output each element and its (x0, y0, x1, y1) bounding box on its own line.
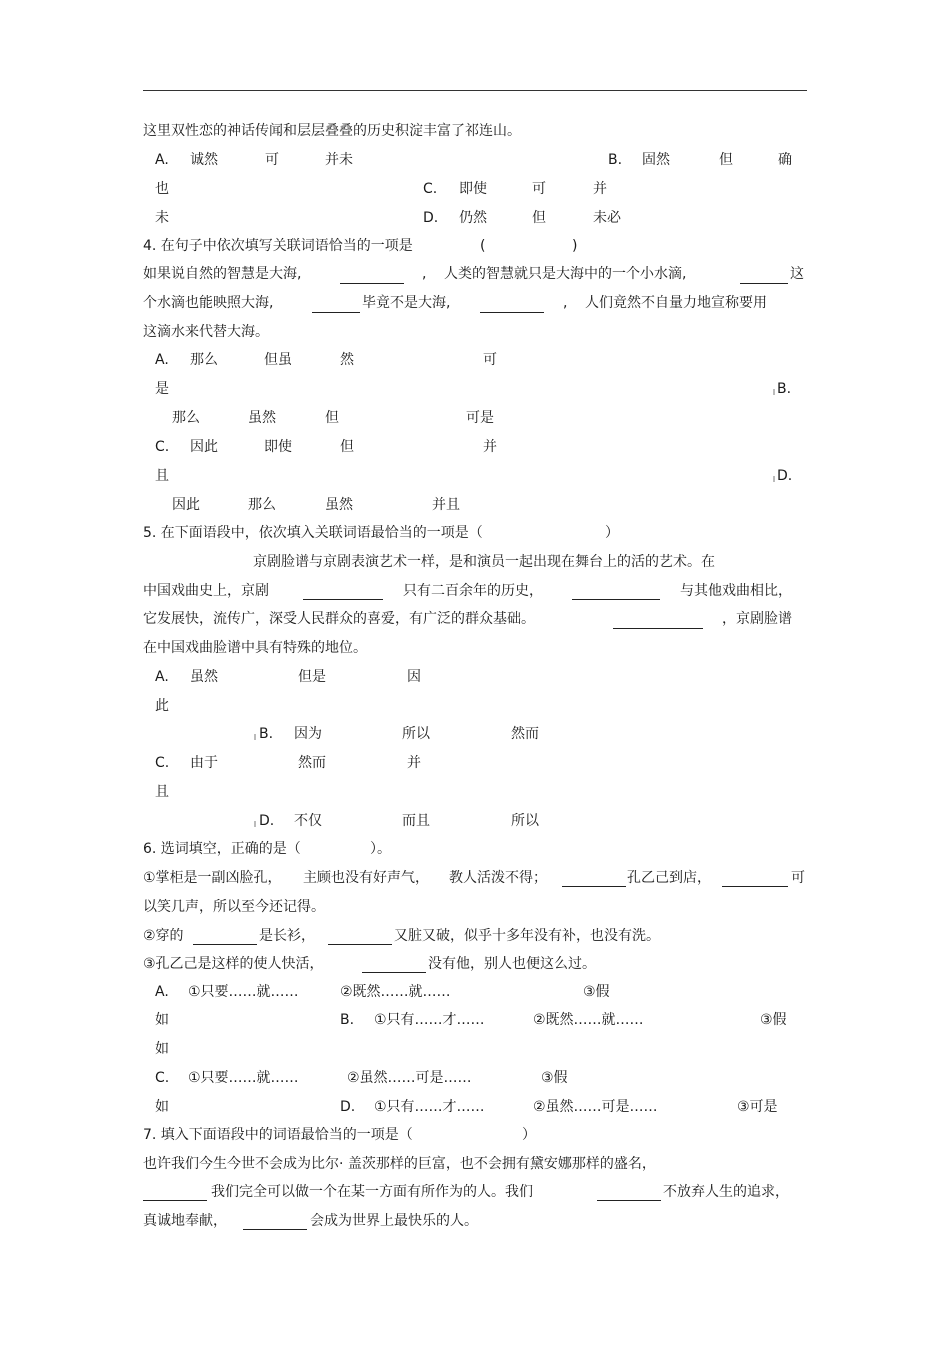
q5-text: 它发展快，流传广，深受人民群众的喜爱，有广泛的群众基础。 (143, 611, 535, 627)
q5-option-a-word: 虽然 (190, 669, 218, 685)
q4-text: 如果说自然的智慧是大海, (143, 266, 302, 282)
q6-text: 主顾也没有好声气， (303, 870, 429, 886)
q4-option-c-label: C. (155, 439, 170, 455)
q5-blank-3[interactable] (613, 628, 703, 629)
q5-text: 中国戏曲史上，京剧 (143, 583, 269, 599)
q5-option-c-word: 然而 (298, 755, 326, 771)
q7-title: 7. 填入下面语段中的词语最恰当的一项是（ (143, 1127, 413, 1143)
prev-option-b-word: 但 (719, 152, 733, 168)
q6-blank-1[interactable] (562, 886, 626, 887)
q5-option-a-label: A. (155, 669, 169, 685)
q6-option-a-label: A. (155, 984, 169, 1000)
prev-option-a-label: A. (155, 152, 169, 168)
q4-option-d-word: 因此 (172, 497, 200, 513)
q6-option-b-word: ③假 (760, 1012, 787, 1028)
prev-option-a-word: 并未 (325, 152, 353, 168)
q5-title: 5. 在下面语段中，依次填入关联词语最恰当的一项是（ (143, 525, 483, 541)
prev-option-d-word: 未必 (593, 210, 621, 226)
q4-option-a-word: 那么 (190, 352, 218, 368)
q4-option-d-label: D. (777, 468, 793, 484)
q4-option-a-word: 但虽 (264, 352, 292, 368)
q4-text: , (422, 266, 427, 282)
q4-option-d-word: 并且 (432, 497, 460, 513)
q4-option-b-word: 可是 (466, 410, 494, 426)
q7-paren-close: ） (522, 1127, 536, 1143)
q4-blank-3[interactable] (312, 312, 360, 313)
q7-blank-3[interactable] (243, 1229, 307, 1230)
q6-paren-close: ）。 (370, 841, 391, 857)
q6-text: ③孔乙己是这样的使人快活， (143, 956, 324, 972)
q5-option-b-label: B. (259, 726, 274, 742)
q5-blank-2[interactable] (572, 599, 660, 600)
q6-blank-2[interactable] (722, 886, 788, 887)
q7-blank-1[interactable] (143, 1200, 207, 1201)
q6-text: 又脏又破，似乎十多年没有补，也没有洗。 (394, 928, 660, 944)
q4-text: 个水滴也能映照大海, (143, 295, 274, 311)
q4-option-c-word: 即使 (264, 439, 292, 455)
q5-option-c-word: 并 (407, 755, 421, 771)
prev-option-a-word: 诚然 (190, 152, 218, 168)
q5-blank-1[interactable] (303, 599, 383, 600)
q6-option-b-word: ②既然……就…… (533, 1012, 644, 1028)
prev-option-c-word-cont: 未 (155, 210, 169, 226)
q5-text: 京剧脸谱与京剧表演艺术一样，是和演员一起出现在舞台上的活的艺术。在 (253, 554, 715, 570)
q5-text: 只有二百余年的历史， (403, 583, 543, 599)
q4-option-d-word: 那么 (248, 497, 276, 513)
q6-option-c-word-cont: 如 (155, 1099, 169, 1115)
q4-option-b-word: 那么 (172, 410, 200, 426)
q4-option-a-word-cont: 是 (155, 381, 169, 397)
q6-option-a-word: ③假 (583, 984, 610, 1000)
q4-text: 毕竟不是大海, (362, 295, 451, 311)
scan-mark (773, 476, 775, 482)
q6-option-a-word: ②既然……就…… (340, 984, 451, 1000)
prev-option-c-label: C. (423, 181, 438, 197)
q4-option-b-word: 虽然 (248, 410, 276, 426)
q6-option-a-word: ①只要……就…… (188, 984, 299, 1000)
q4-text: 这滴水来代替大海。 (143, 324, 269, 340)
prev-option-d-label: D. (423, 210, 439, 226)
q7-text: 会成为世界上最快乐的人。 (310, 1213, 478, 1229)
q6-text: 是长衫， (259, 928, 315, 944)
q6-option-d-word: ③可是 (737, 1099, 778, 1115)
q5-option-c-word-cont: 且 (155, 784, 169, 800)
q6-option-b-word: ①只有……才…… (374, 1012, 485, 1028)
prev-option-b-word-cont: 也 (155, 181, 169, 197)
q5-option-a-word: 但是 (298, 669, 326, 685)
q4-option-b-word: 但 (325, 410, 339, 426)
q4-option-a-word: 然 (340, 352, 354, 368)
q5-option-d-word: 而且 (402, 813, 430, 829)
q5-text: 在中国戏曲脸谱中具有特殊的地位。 (143, 640, 367, 656)
q4-option-a-label: A. (155, 352, 169, 368)
q5-option-c-word: 由于 (190, 755, 218, 771)
q4-option-c-word: 并 (483, 439, 497, 455)
prev-option-d-word: 但 (532, 210, 546, 226)
header-rule (143, 90, 807, 91)
q7-text: 也许我们今生今世不会成为比尔· 盖茨那样的巨富，也不会拥有黛安娜那样的盛名， (143, 1156, 656, 1172)
q6-text: 以笑几声，所以至今还记得。 (143, 899, 325, 915)
prev-option-b-word: 固然 (642, 152, 670, 168)
q4-paren-open: ( (480, 238, 486, 254)
intro-sentence: 这里双性恋的神话传闻和层层叠叠的历史积淀丰富了祁连山。 (143, 123, 521, 139)
q5-option-b-word: 因为 (294, 726, 322, 742)
prev-option-c-word: 可 (532, 181, 546, 197)
q4-option-c-word: 但 (340, 439, 354, 455)
q7-text: 真诚地奉献， (143, 1213, 227, 1229)
q6-text: 孔乙己到店， (627, 870, 711, 886)
q4-text: 这 (790, 266, 804, 282)
q4-title: 4. 在句子中依次填写关联词语恰当的一项是 (143, 238, 413, 254)
q4-option-a-word: 可 (483, 352, 497, 368)
scan-mark (254, 821, 256, 827)
q7-blank-2[interactable] (597, 1200, 661, 1201)
q4-text: , (563, 295, 568, 311)
q6-blank-5[interactable] (362, 972, 426, 973)
q6-option-d-label: D. (340, 1099, 356, 1115)
prev-option-c-word: 即使 (459, 181, 487, 197)
q5-option-d-word: 所以 (511, 813, 539, 829)
q6-option-c-label: C. (155, 1070, 170, 1086)
q6-text: ①掌柜是一副凶脸孔， (143, 870, 282, 886)
prev-option-b-word: 确 (778, 152, 792, 168)
q6-blank-4[interactable] (328, 944, 392, 945)
q6-blank-3[interactable] (193, 944, 257, 945)
q4-blank-4[interactable] (480, 312, 544, 313)
q4-option-d-word: 虽然 (325, 497, 353, 513)
q5-option-b-word: 所以 (402, 726, 430, 742)
q4-blank-1[interactable] (340, 283, 404, 284)
q7-text: 不放弃人生的追求， (663, 1184, 789, 1200)
q5-text: ，京剧脸谱 (722, 611, 792, 627)
q6-text: 教人活泼不得； (449, 870, 547, 886)
prev-option-d-word: 仍然 (459, 210, 487, 226)
q6-option-d-word: ②虽然……可是…… (533, 1099, 658, 1115)
q4-text: 人们竟然不自量力地宣称要用 (585, 295, 767, 311)
q6-option-b-label: B. (340, 1012, 355, 1028)
q5-option-a-word-cont: 此 (155, 698, 169, 714)
q6-option-c-word: ③假 (541, 1070, 568, 1086)
prev-option-b-label: B. (608, 152, 623, 168)
q7-text: 我们完全可以做一个在某一方面有所作为的人。我们 (211, 1184, 533, 1200)
q5-option-d-label: D. (259, 813, 275, 829)
prev-option-a-word: 可 (265, 152, 279, 168)
q6-option-c-word: ②虽然……可是…… (347, 1070, 472, 1086)
q6-text: ②穿的 (143, 928, 184, 944)
q5-option-d-word: 不仅 (294, 813, 322, 829)
q4-paren-close: ) (572, 238, 578, 254)
prev-option-c-word: 并 (593, 181, 607, 197)
q6-option-b-word-cont: 如 (155, 1041, 169, 1057)
q4-blank-2[interactable] (740, 283, 788, 284)
q4-text: 人类的智慧就只是大海中的一个小水滴, (444, 266, 687, 282)
q6-option-c-word: ①只要……就…… (188, 1070, 299, 1086)
q5-option-c-label: C. (155, 755, 170, 771)
q6-option-d-word: ①只有……才…… (374, 1099, 485, 1115)
q6-title: 6. 选词填空，正确的是（ (143, 841, 301, 857)
q5-option-b-word: 然而 (511, 726, 539, 742)
q6-text: 可 (791, 870, 805, 886)
q6-text: 没有他，别人也便这么过。 (428, 956, 596, 972)
q5-option-a-word: 因 (407, 669, 421, 685)
q4-option-b-label: B. (777, 381, 792, 397)
q5-text: 与其他戏曲相比， (680, 583, 792, 599)
q4-option-c-word: 因此 (190, 439, 218, 455)
scan-mark (254, 734, 256, 740)
q6-option-a-word-cont: 如 (155, 1012, 169, 1028)
q4-option-c-word-cont: 且 (155, 468, 169, 484)
scan-mark (773, 389, 775, 395)
q5-paren-close: ） (605, 525, 619, 541)
